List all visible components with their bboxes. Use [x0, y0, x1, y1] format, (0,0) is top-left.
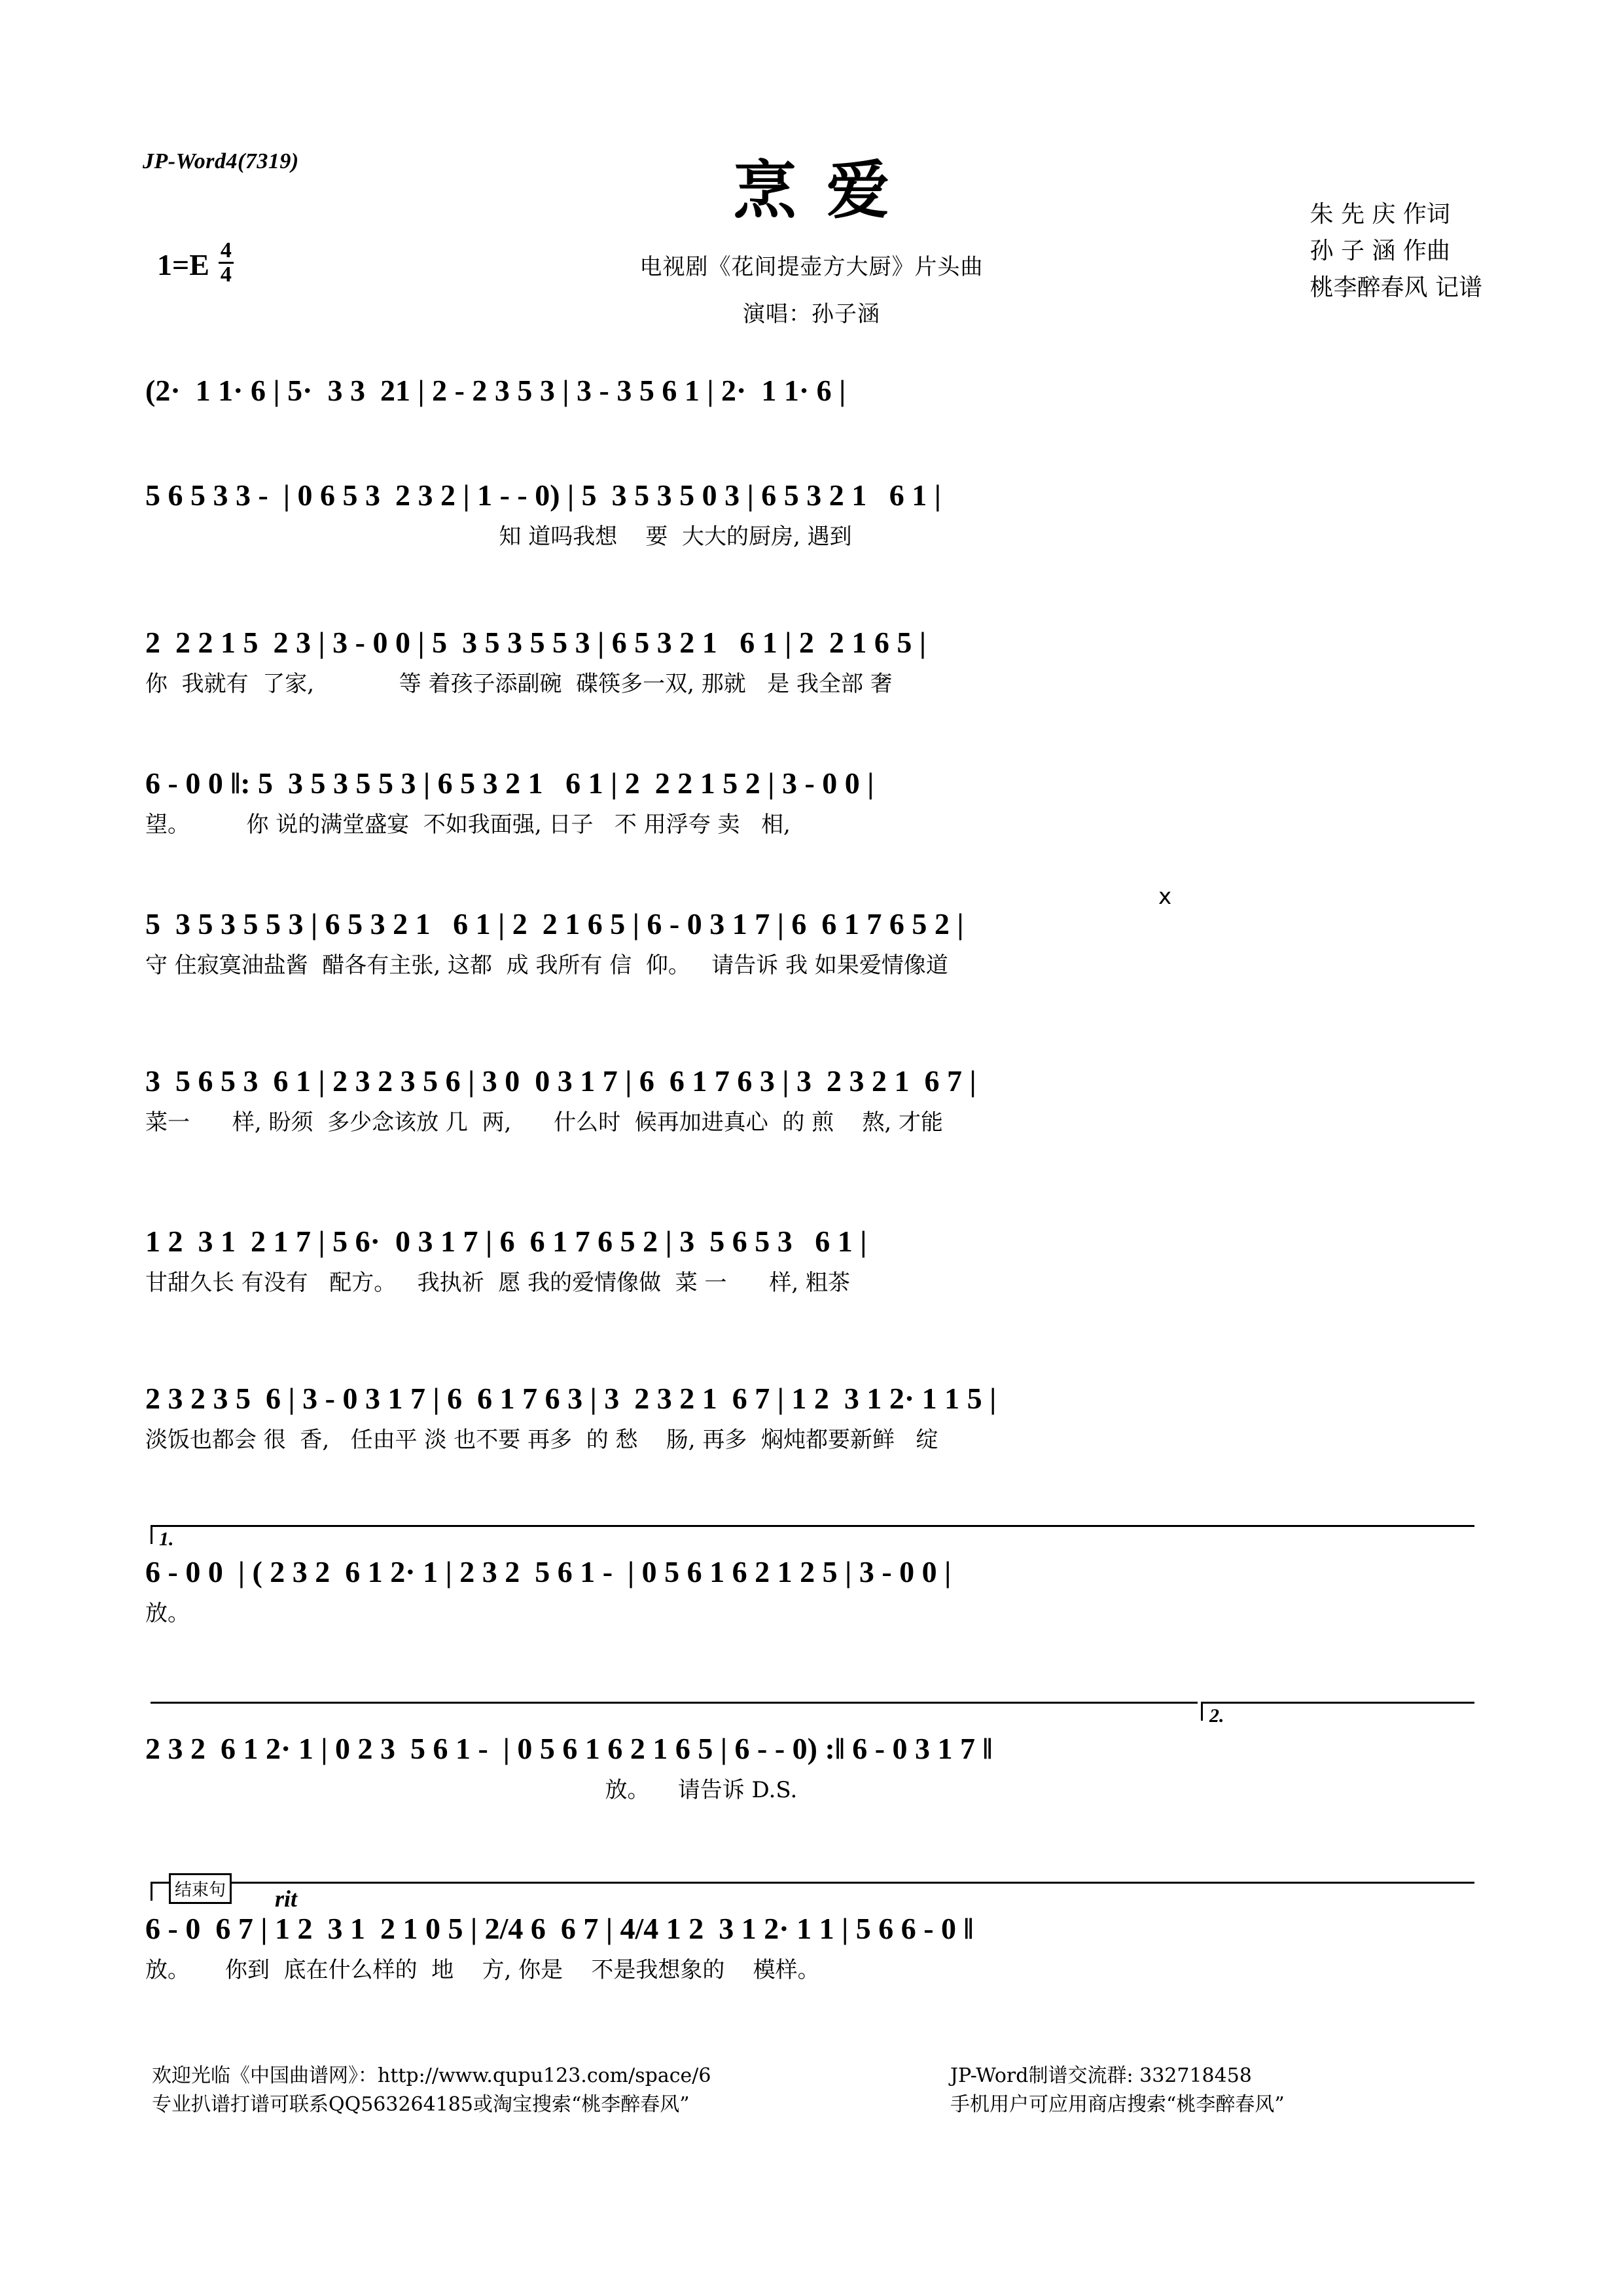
lyrics-line: 菜一 样, 盼须 多少念该放 几 两, 什么时 候再加进真心 的 煎 熬, 才能	[145, 1109, 944, 1136]
lyrics-line: 淡饭也都会 很 香, 任由平 淡 也不要 再多 的 愁 肠, 再多 焖炖都要新鲜 绽	[145, 1427, 938, 1453]
lyrics-line: 放。 你到 底在什么样的 地 方, 你是 不是我想象的 模样。	[145, 1957, 820, 1983]
footer-contact: 专业扒谱打谱可联系QQ563264185或淘宝搜索“桃李醉春风”	[152, 2093, 690, 2116]
music-system-5	[145, 906, 1480, 981]
lyrics-line: 望。 你 说的满堂盛宴 不如我面强, 日子 不 用浮夸 卖 相,	[145, 812, 791, 838]
music-system-7	[145, 1224, 1480, 1299]
music-system-2	[145, 478, 1480, 552]
key-signature	[157, 238, 234, 287]
notation-line: 6 - 0 0 ‖: 5 3 5 3 5 5 3 | 6 5 3 2 1 6 1 | 2 2 2 1 5 2 | 3 - 0 0 |	[145, 766, 874, 800]
end-phrase-label: 结束句	[169, 1873, 232, 1904]
credit-lyricist: 朱 先 庆 作词	[1310, 201, 1450, 228]
time-signature-numerator: 4	[219, 240, 234, 264]
subtitle-performer: 演唱：孙子涵	[743, 301, 880, 327]
lyrics-line: 放。	[145, 1600, 190, 1626]
second-ending-bracket	[1201, 1702, 1474, 1727]
credit-composer: 孙 子 涵 作曲	[1310, 238, 1450, 264]
lyrics-line: 你 我就有 了家, 等 着孩子添副碗 碟筷多一双, 那就 是 我全部 奢	[145, 671, 893, 697]
music-system-6	[145, 1064, 1480, 1138]
segno-icon: x	[1158, 884, 1172, 910]
lyrics-line: 守 住寂寞油盐酱 醋各有主张, 这都 成 我所有 信 仰。 请告诉 我 如果爱情像道	[145, 952, 948, 978]
footer	[152, 2062, 1474, 2119]
lyrics-line: 知 道吗我想 要 大大的厨房, 遇到	[145, 524, 852, 550]
music-system-3	[145, 625, 1480, 700]
subtitle-source: 电视剧《花间提壶方大厨》片头曲	[639, 254, 984, 280]
first-ending-bracket	[151, 1525, 1474, 1550]
ending-divider	[151, 1702, 1198, 1721]
music-system-4	[145, 766, 1480, 840]
footer-mobile-info: 手机用户可应用商店搜索“桃李醉春风”	[950, 2093, 1285, 2116]
lyrics-line: 放。 请告诉 D.S.	[145, 1777, 798, 1803]
notation-line: 3 5 6 5 3 6 1 | 2 3 2 3 5 6 | 3 0 0 3 1 7 | 6 6 1 7 6 3 | 3 2 3 2 1 6 7 |	[145, 1064, 976, 1098]
notation-line: 5 3 5 3 5 5 3 | 6 5 3 2 1 6 1 | 2 2 1 6 5 | 6 - 0 3 1 7 | 6 6 1 7 6 5 2 |	[145, 907, 964, 941]
notation-line: 2 3 2 6 1 2· 1 | 0 2 3 5 6 1 - | 0 5 6 1 6 2 1 6 5 | 6 - - 0) :‖ 6 - 0 3 1 7 ‖	[145, 1732, 993, 1765]
first-ending-label: 1.	[159, 1528, 174, 1550]
document-id: JP-Word4(7319)	[143, 149, 299, 173]
notation-line: 2 2 2 1 5 2 3 | 3 - 0 0 | 5 3 5 3 5 5 3 | 6 5 3 2 1 6 1 | 2 2 1 6 5 |	[145, 626, 926, 659]
footer-row-2	[152, 2090, 1474, 2119]
music-system-11	[145, 1911, 1480, 1986]
coda-bracket	[151, 1882, 1474, 1901]
music-system-10	[145, 1731, 1480, 1806]
music-system-8	[145, 1381, 1480, 1456]
notation-line: (2· 1 1· 6 | 5· 3 3 21 | 2 - 2 3 5 3 | 3 - 3 5 6 1 | 2· 1 1· 6 |	[145, 374, 846, 407]
credits-block	[1310, 196, 1482, 306]
music-system-1	[145, 373, 1480, 416]
notation-line: 1 2 3 1 2 1 7 | 5 6· 0 3 1 7 | 6 6 1 7 6 5 2 | 3 5 6 5 3 6 1 |	[145, 1225, 867, 1258]
notation-line: 5 6 5 3 3 - | 0 6 5 3 2 3 2 | 1 - - 0) | 5 3 5 3 5 0 3 | 6 5 3 2 1 6 1 |	[145, 478, 941, 512]
notation-line: 6 - 0 0 | ( 2 3 2 6 1 2· 1 | 2 3 2 5 6 1 - | 0 5 6 1 6 2 1 2 5 | 3 - 0 0 |	[145, 1555, 952, 1588]
notation-line: 6 - 0 6 7 | 1 2 3 1 2 1 0 5 | 2/4 6 6 7 | 4/4 1 2 3 1 2· 1 1 | 5 6 6 - 0 ‖	[145, 1912, 974, 1945]
time-signature-denominator: 4	[220, 262, 232, 287]
rit-marking: rit	[275, 1886, 298, 1912]
notation-line: 2 3 2 3 5 6 | 3 - 0 3 1 7 | 6 6 1 7 6 3 | 3 2 3 2 1 6 7 | 1 2 3 1 2· 1 1 5 |	[145, 1382, 997, 1415]
lyrics-line: 甘甜久长 有没有 配方。 我执祈 愿 我的爱情像做 菜 一 样, 粗茶	[145, 1270, 850, 1296]
footer-group-info: JP-Word制谱交流群: 332718458	[950, 2064, 1252, 2087]
credit-transcriber: 桃李醉春风 记谱	[1310, 274, 1482, 301]
page-title: 烹爱	[734, 153, 919, 227]
footer-site-link[interactable]: 欢迎光临《中国曲谱网》：http://www.qupu123.com/space/6	[152, 2064, 711, 2087]
footer-row-1	[152, 2062, 1474, 2090]
time-signature	[219, 240, 234, 286]
music-system-9	[145, 1554, 1480, 1629]
second-ending-label: 2.	[1209, 1705, 1224, 1727]
key-label: 1=E	[157, 248, 209, 281]
